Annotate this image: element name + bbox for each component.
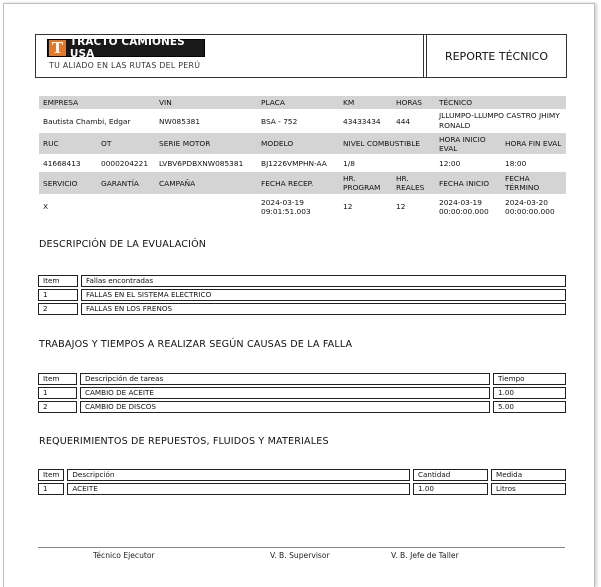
- value-tecnico: JLLUMPO-LLUMPO CASTRO JHIMY RONALD: [435, 109, 566, 133]
- label-tecnico: TÉCNICO: [435, 96, 566, 109]
- cell-falla: FALLAS EN EL SISTEMA ELECTRICO: [81, 289, 566, 301]
- table-row: [38, 387, 566, 399]
- label-hora-fin: HORA FIN EVAL: [501, 133, 566, 154]
- table-header-row: [38, 469, 566, 481]
- cell-item: 1: [38, 387, 77, 399]
- label-ruc: RUC: [39, 133, 97, 154]
- label-fecha-recep: FECHA RECEP.: [257, 172, 339, 194]
- label-hora-inicio: HORA INICIO EVAL: [435, 133, 501, 154]
- cell-tiempo: 5.00: [493, 401, 566, 413]
- label-hr-reales: HR. REALES: [392, 172, 435, 194]
- cell-tarea: CAMBIO DE ACEITE: [80, 387, 490, 399]
- info-row-1-values: [39, 109, 566, 133]
- label-horas: HORAS: [392, 96, 435, 109]
- header-item: Item: [38, 275, 78, 287]
- label-campana: CAMPAÑA: [155, 172, 257, 194]
- cell-tiempo: 1.00: [493, 387, 566, 399]
- info-row-3-labels: [39, 172, 566, 194]
- info-row-2-values: [39, 154, 566, 172]
- label-servicio: SERVICIO: [39, 172, 97, 194]
- info-row-2-labels: [39, 133, 566, 154]
- cell-tarea: CAMBIO DE DISCOS: [80, 401, 490, 413]
- table-row: [38, 289, 566, 301]
- value-ot: 0000204221: [97, 154, 155, 172]
- report-page: [3, 3, 595, 587]
- value-hr-program: 12: [339, 194, 392, 219]
- value-fecha-recep: 2024-03-19 09:01:51.003: [257, 194, 339, 219]
- signature-jefe-taller: V. B. Jefe de Taller: [391, 551, 459, 560]
- report-title: REPORTE TÉCNICO: [444, 49, 549, 63]
- value-horas: 444: [392, 109, 435, 133]
- header-descripcion-tareas: Descripción de tareas: [80, 373, 490, 385]
- cell-descripcion: ACEITE: [67, 483, 410, 495]
- value-servicio: X: [39, 194, 97, 219]
- table-header-row: [38, 373, 566, 385]
- cell-item: 1: [38, 483, 64, 495]
- logo-letter-icon: T: [49, 40, 66, 56]
- header-cantidad: Cantidad: [413, 469, 488, 481]
- label-placa: PLACA: [257, 96, 339, 109]
- header-fallas: Fallas encontradas: [81, 275, 566, 287]
- cell-item: 2: [38, 401, 77, 413]
- works-section-title: TRABAJOS Y TIEMPOS A REALIZAR SEGÚN CAUSAS DE LA FALLA: [39, 339, 353, 350]
- cell-medida: Litros: [491, 483, 566, 495]
- value-nivel-combustible: 1/8: [339, 154, 435, 172]
- signature-line: [38, 547, 565, 548]
- value-hora-inicio: 12:00: [435, 154, 501, 172]
- value-garantia: [97, 194, 155, 219]
- label-ot: OT: [97, 133, 155, 154]
- cell-item: 1: [38, 289, 78, 301]
- header-tiempo: Tiempo: [493, 373, 566, 385]
- label-garantia: GARANTÍA: [97, 172, 155, 194]
- value-fecha-inicio: 2024-03-19 00:00:00.000: [435, 194, 501, 219]
- value-campana: [155, 194, 257, 219]
- label-vin: VIN: [155, 96, 257, 109]
- value-hora-fin: 18:00: [501, 154, 566, 172]
- cell-item: 2: [38, 303, 78, 315]
- label-hr-program: HR. PROGRAM: [339, 172, 392, 194]
- value-placa: BSA - 752: [257, 109, 339, 133]
- label-nivel-combustible: NIVEL COMBUSTIBLE: [339, 133, 435, 154]
- label-serie-motor: SERIE MOTOR: [155, 133, 257, 154]
- evaluation-section-title: DESCRIPCIÓN DE LA EVUALACIÓN: [39, 239, 207, 250]
- works-table: [35, 371, 569, 415]
- label-modelo: MODELO: [257, 133, 339, 154]
- brand-tagline: TU ALIADO EN LAS RUTAS DEL PERÚ: [49, 61, 201, 70]
- value-fecha-termino: 2024-03-20 00:00:00.000: [501, 194, 566, 219]
- parts-table: [35, 467, 569, 497]
- label-fecha-inicio: FECHA INICIO: [435, 172, 501, 194]
- label-empresa: EMPRESA: [39, 96, 155, 109]
- report-header: [35, 34, 567, 78]
- value-vin: NW085381: [155, 109, 257, 133]
- value-modelo: BJ1226VMPHN-AA: [257, 154, 339, 172]
- table-row: [38, 483, 566, 495]
- table-row: [38, 303, 566, 315]
- info-row-3-values: [39, 194, 566, 219]
- header-item: Item: [38, 469, 64, 481]
- company-logo: [47, 36, 205, 60]
- label-fecha-termino: FECHA TÉRMINO: [501, 172, 566, 194]
- value-ruc: 41668413: [39, 154, 97, 172]
- brand-area: [36, 35, 424, 77]
- parts-section-title: REQUERIMIENTOS DE REPUESTOS, FLUIDOS Y MATERIALES: [39, 436, 329, 447]
- vehicle-info-grid: [39, 96, 566, 219]
- header-item: Item: [38, 373, 77, 385]
- label-km: KM: [339, 96, 392, 109]
- value-serie-motor: LVBV6PDBXNW085381: [155, 154, 257, 172]
- signature-supervisor: V. B. Supervisor: [270, 551, 330, 560]
- value-empresa: Bautista Chambi, Edgar: [39, 109, 155, 133]
- cell-cantidad: 1.00: [413, 483, 488, 495]
- table-header-row: [38, 275, 566, 287]
- header-descripcion: Descripción: [67, 469, 410, 481]
- header-medida: Medida: [491, 469, 566, 481]
- cell-falla: FALLAS EN LOS FRENOS: [81, 303, 566, 315]
- table-row: [38, 401, 566, 413]
- value-km: 43433434: [339, 109, 392, 133]
- value-hr-reales: 12: [392, 194, 435, 219]
- evaluation-table: [35, 273, 569, 317]
- signature-tecnico: Técnico Ejecutor: [93, 551, 155, 560]
- logo-brand-name: TRACTO CAMIONES USA: [69, 36, 185, 60]
- info-row-1-labels: [39, 96, 566, 109]
